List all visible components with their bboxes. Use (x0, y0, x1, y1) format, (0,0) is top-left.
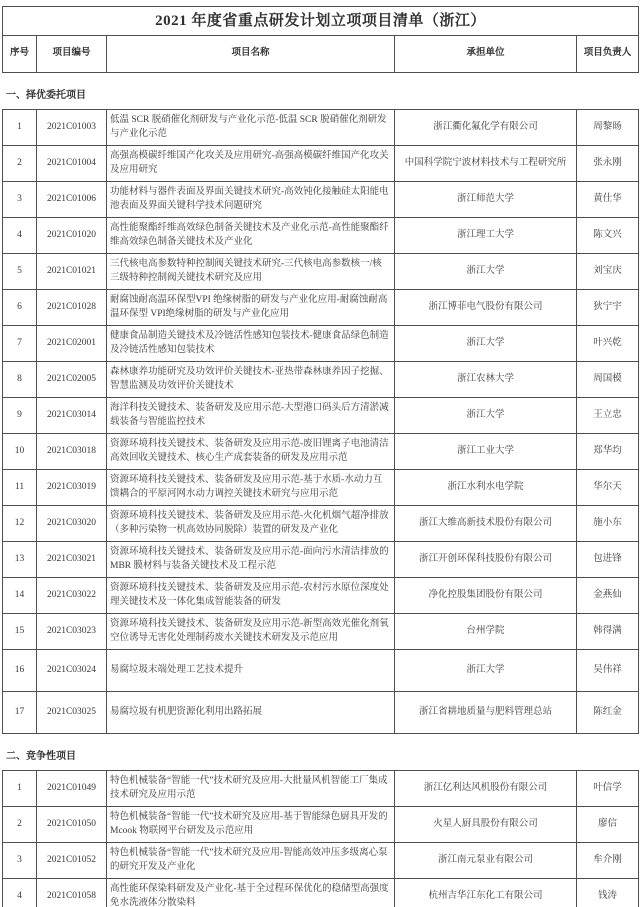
leader-cell: 陈文兴 (577, 218, 639, 254)
code-cell: 2021C03024 (37, 650, 107, 692)
table-row (3, 470, 639, 506)
leader-cell: 周黎旸 (577, 110, 639, 146)
leader-cell: 黄仕华 (577, 182, 639, 218)
seq-cell: 13 (3, 542, 37, 578)
seq-cell: 2 (3, 146, 37, 182)
code-cell: 2021C01006 (37, 182, 107, 218)
table-row (3, 290, 639, 326)
name-cell: 特色机械装备“智能一代”技术研究及应用-大批量风机智能工厂集成技术研究及应用示范 (107, 771, 395, 807)
code-cell: 2021C01049 (37, 771, 107, 807)
unit-cell: 浙江开创环保科技股份有限公司 (395, 542, 577, 578)
leader-cell: 周国模 (577, 362, 639, 398)
unit-cell: 浙江水利水电学院 (395, 470, 577, 506)
name-cell: 低温 SCR 脱硝催化剂研发与产业化示范-低温 SCR 脱硝催化剂研发与产业化示范 (107, 110, 395, 146)
unit-cell: 浙江师范大学 (395, 182, 577, 218)
seq-cell: 11 (3, 470, 37, 506)
code-cell: 2021C01058 (37, 879, 107, 907)
unit-cell: 净化控股集团股份有限公司 (395, 578, 577, 614)
leader-cell: 华尔天 (577, 470, 639, 506)
title-header-table (2, 6, 639, 73)
name-cell: 易腐垃圾末端处理工艺技术提升 (107, 650, 395, 692)
seq-cell: 10 (3, 434, 37, 470)
leader-cell: 叶兴乾 (577, 326, 639, 362)
unit-cell: 浙江博菲电气股份有限公司 (395, 290, 577, 326)
name-cell: 特色机械装备“智能一代”技术研究及应用-基于智能绿色厨具开发的 Mcook 物联网平台研发及示范应用 (107, 807, 395, 843)
table-row (3, 650, 639, 692)
name-cell: 资源环境科技关键技术、装备研发及应用示范-面向污水清洁排放的MBR 膜材料与装备关键技术及工程示范 (107, 542, 395, 578)
code-cell: 2021C01052 (37, 843, 107, 879)
leader-cell: 韩得满 (577, 614, 639, 650)
table-row (3, 110, 639, 146)
unit-cell: 台州学院 (395, 614, 577, 650)
column-header-seq: 序号 (3, 36, 37, 73)
name-cell: 资源环境科技关键技术、装备研发及应用示范-农村污水原位深度处理关键技术及一体化集成智能装备的研发 (107, 578, 395, 614)
table-row (3, 182, 639, 218)
code-cell: 2021C03019 (37, 470, 107, 506)
name-cell: 耐腐蚀耐高温环保型VPI 绝缘树脂的研发与产业化应用-耐腐蚀耐高温环保型 VPI绝缘树脂的研发与产业化应用 (107, 290, 395, 326)
column-header-row (3, 36, 639, 73)
unit-cell: 浙江农林大学 (395, 362, 577, 398)
code-cell: 2021C02005 (37, 362, 107, 398)
unit-cell: 浙江省耕地质量与肥料管理总站 (395, 692, 577, 734)
code-cell: 2021C03023 (37, 614, 107, 650)
leader-cell: 狄宁宇 (577, 290, 639, 326)
seq-cell: 1 (3, 771, 37, 807)
table-row (3, 218, 639, 254)
name-cell: 高性能环保染料研发及产业化-基于全过程环保优化的稳储型高强度免水洗液体分散染料 (107, 879, 395, 907)
competitive-projects-table (2, 770, 639, 907)
unit-cell: 浙江大学 (395, 326, 577, 362)
code-cell: 2021C03022 (37, 578, 107, 614)
unit-cell: 浙江理工大学 (395, 218, 577, 254)
code-cell: 2021C03014 (37, 398, 107, 434)
unit-cell: 中国科学院宁波材料技术与工程研究所 (395, 146, 577, 182)
seq-cell: 1 (3, 110, 37, 146)
seq-cell: 4 (3, 879, 37, 907)
unit-cell: 浙江衢化氟化学有限公司 (395, 110, 577, 146)
leader-cell: 吴伟祥 (577, 650, 639, 692)
code-cell: 2021C03020 (37, 506, 107, 542)
table-row (3, 506, 639, 542)
leader-cell: 廖信 (577, 807, 639, 843)
code-cell: 2021C03018 (37, 434, 107, 470)
seq-cell: 3 (3, 182, 37, 218)
table-row (3, 807, 639, 843)
leader-cell: 牟介刚 (577, 843, 639, 879)
table-row (3, 362, 639, 398)
table-row (3, 398, 639, 434)
unit-cell: 浙江大学 (395, 254, 577, 290)
code-cell: 2021C01021 (37, 254, 107, 290)
table-row (3, 542, 639, 578)
table-row (3, 326, 639, 362)
leader-cell: 叶信学 (577, 771, 639, 807)
leader-cell: 陈红金 (577, 692, 639, 734)
seq-cell: 6 (3, 290, 37, 326)
seq-cell: 7 (3, 326, 37, 362)
seq-cell: 8 (3, 362, 37, 398)
table-row (3, 578, 639, 614)
leader-cell: 张永刚 (577, 146, 639, 182)
leader-cell: 金燕仙 (577, 578, 639, 614)
table-row (3, 879, 639, 907)
column-header-leader: 项目负责人 (577, 36, 639, 73)
leader-cell: 施小东 (577, 506, 639, 542)
table-row (3, 254, 639, 290)
table-row (3, 771, 639, 807)
code-cell: 2021C01020 (37, 218, 107, 254)
unit-cell: 火星人厨具股份有限公司 (395, 807, 577, 843)
leader-cell: 郑华均 (577, 434, 639, 470)
document-page (2, 6, 638, 907)
name-cell: 健康食品制造关键技术及冷链活性感知包装技术-健康食品绿色制造及冷链活性感知包装技术 (107, 326, 395, 362)
table-row (3, 434, 639, 470)
entrusted-projects-table (2, 109, 639, 734)
name-cell: 功能材料与器件表面及界面关键技术研究-高效钝化接触硅太阳能电池表面及界面关键科学技术问题研究 (107, 182, 395, 218)
table-row (3, 692, 639, 734)
unit-cell: 浙江南元泵业有限公司 (395, 843, 577, 879)
name-cell: 高性能聚酯纤维高效绿色制备关键技术及产业化示范-高性能聚酯纤维高效绿色制备关键技术及产业化 (107, 218, 395, 254)
code-cell: 2021C01004 (37, 146, 107, 182)
document-title: 2021 年度省重点研发计划立项项目清单（浙江） (3, 7, 639, 36)
seq-cell: 17 (3, 692, 37, 734)
column-header-unit: 承担单位 (395, 36, 577, 73)
name-cell: 资源环境科技关键技术、装备研发及应用示范-废旧锂离子电池清洁高效回收关键技术、核心生产成套装备的研发及应用示范 (107, 434, 395, 470)
seq-cell: 2 (3, 807, 37, 843)
unit-cell: 浙江工业大学 (395, 434, 577, 470)
name-cell: 资源环境科技关键技术、装备研发及应用示范-火化机烟气超净排放（多种污染物一机高效协同脱除）装置的研发及产业化 (107, 506, 395, 542)
leader-cell: 刘宝庆 (577, 254, 639, 290)
unit-cell: 浙江亿利达风机股份有限公司 (395, 771, 577, 807)
name-cell: 高强高模碳纤维国产化攻关及应用研究-高强高模碳纤维国产化攻关及应用研究 (107, 146, 395, 182)
seq-cell: 15 (3, 614, 37, 650)
leader-cell: 包进锋 (577, 542, 639, 578)
seq-cell: 3 (3, 843, 37, 879)
title-row (3, 7, 639, 36)
name-cell: 特色机械装备“智能一代”技术研究及应用-智能高效冲压多级离心泵的研究开发及产业化 (107, 843, 395, 879)
code-cell: 2021C03021 (37, 542, 107, 578)
table-row (3, 146, 639, 182)
name-cell: 资源环境科技关键技术、装备研发及应用示范-新型高效光催化剂氧空位诱导无害化处理制药废水关键技术研发及示范应用 (107, 614, 395, 650)
seq-cell: 5 (3, 254, 37, 290)
name-cell: 三代核电高参数特种控制阀关键技术研究-三代核电高参数核一/核三级特种控制阀关键技术研究及应用 (107, 254, 395, 290)
code-cell: 2021C02001 (37, 326, 107, 362)
seq-cell: 12 (3, 506, 37, 542)
name-cell: 森林康养功能研究及功效评价关键技术-亚热带森林康养因子挖掘、智慧监测及功效评价关键技术 (107, 362, 395, 398)
table-row (3, 843, 639, 879)
unit-cell: 杭州吉华江东化工有限公司 (395, 879, 577, 907)
seq-cell: 16 (3, 650, 37, 692)
name-cell: 资源环境科技关键技术、装备研发及应用示范-基于水质-水动力互馈耦合的平原河网水动力调控关键技术研究与应用示范 (107, 470, 395, 506)
code-cell: 2021C01050 (37, 807, 107, 843)
leader-cell: 王立忠 (577, 398, 639, 434)
leader-cell: 钱涛 (577, 879, 639, 907)
unit-cell: 浙江大维高新技术股份有限公司 (395, 506, 577, 542)
unit-cell: 浙江大学 (395, 398, 577, 434)
column-header-name: 项目名称 (107, 36, 395, 73)
seq-cell: 14 (3, 578, 37, 614)
section-heading-entrusted-projects: 一、择优委托项目 (6, 90, 86, 101)
seq-cell: 4 (3, 218, 37, 254)
table-row (3, 614, 639, 650)
name-cell: 海洋科技关键技术、装备研发及应用示范-大型港口码头后方清淤减载装备与智能监控技术 (107, 398, 395, 434)
unit-cell: 浙江大学 (395, 650, 577, 692)
code-cell: 2021C01003 (37, 110, 107, 146)
section-heading-competitive-projects: 二、竞争性项目 (6, 751, 76, 762)
column-header-code: 项目编号 (37, 36, 107, 73)
code-cell: 2021C03025 (37, 692, 107, 734)
code-cell: 2021C01028 (37, 290, 107, 326)
seq-cell: 9 (3, 398, 37, 434)
name-cell: 易腐垃圾有机肥资源化利用出路拓展 (107, 692, 395, 734)
